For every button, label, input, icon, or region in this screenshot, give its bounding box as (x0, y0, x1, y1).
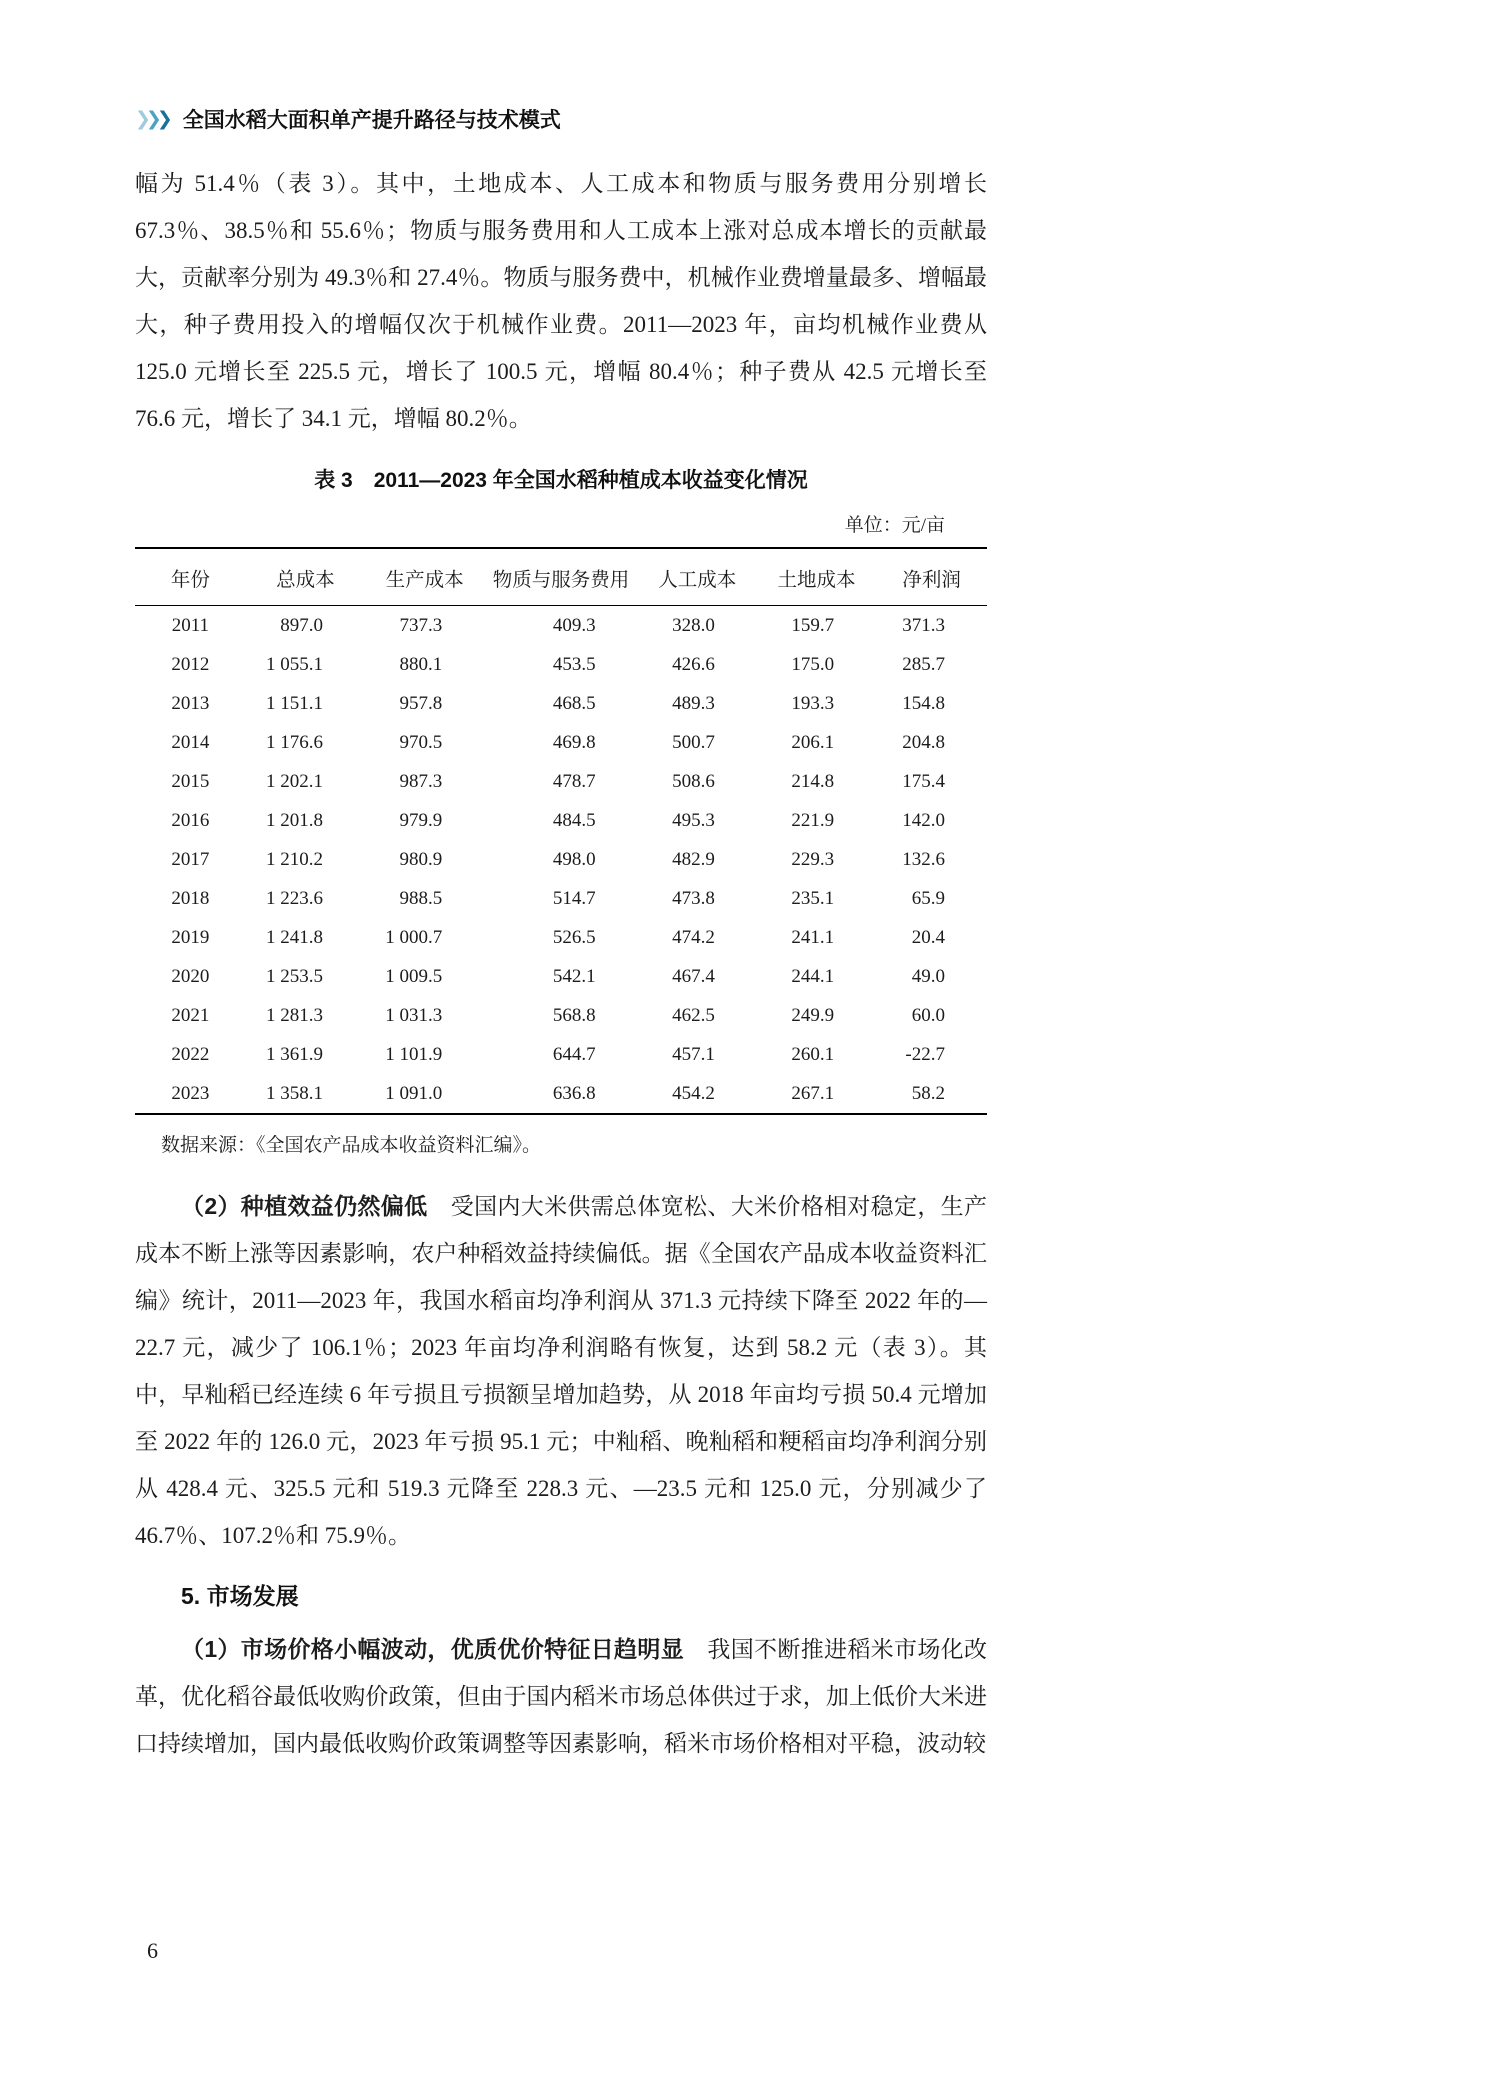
paragraph-cost-growth: 幅为 51.4％（表 3）。其中，土地成本、人工成本和物质与服务费用分别增长 67.3％、38.5％和 55.6％；物质与服务费用和人工成本上涨对总成本增长的贡献最大，贡献率分别为 49.3％和 27.4％。物质与服务费中，机械作业费增量最多、增幅最大，种子费用投入的增幅仅次于机械作业费。2011—2023 年，亩均机械作业费从 125.0 元增长至 225.5 元，增长了 100.5 元，增幅 80.4％；种子费从 42.5 元增长至 76.6 元，增长了 34.1 元，增幅 80.2％。 (135, 171, 988, 431)
table-cell: 644.7 (552, 1043, 596, 1065)
column-header: 土地成本 (757, 548, 876, 606)
table-cell: 285.7 (902, 653, 945, 675)
chevron-icon: ❯ (135, 108, 146, 130)
table-cell: 159.7 (791, 614, 835, 636)
table-cell: 214.8 (791, 770, 835, 792)
table-cell: 1 101.9 (385, 1043, 443, 1065)
table-cell: 58.2 (911, 1082, 945, 1104)
table-row (135, 918, 987, 957)
table-cell: 2013 (171, 692, 210, 714)
table-cell: 193.3 (791, 692, 835, 714)
table-cell: 2012 (171, 653, 210, 675)
table-cell: 426.6 (672, 653, 715, 675)
table-cell: 970.5 (399, 731, 443, 753)
table-cell: 980.9 (399, 848, 443, 870)
table-cell: 469.8 (552, 731, 596, 753)
table-cell: 1 201.8 (266, 809, 324, 831)
table-cell: 500.7 (672, 731, 715, 753)
table-cell: 1 361.9 (266, 1043, 324, 1065)
triple-chevron-icon (135, 110, 173, 129)
table-cell: 2016 (171, 809, 210, 831)
page-number: 6 (147, 1938, 158, 1963)
table-cell: 65.9 (911, 887, 945, 909)
table-row (135, 645, 987, 684)
column-header: 总成本 (246, 548, 365, 606)
running-head-title: 全国水稻大面积单产提升路径与技术模式 (182, 109, 561, 132)
table-cell: 1 281.3 (266, 1004, 324, 1026)
table-cell: 244.1 (791, 965, 835, 987)
table-cell: 987.3 (399, 770, 443, 792)
run-in-heading-market-price: （1）市场价格小幅波动，优质优价特征日趋明显 (181, 1636, 685, 1662)
table-cell: 508.6 (672, 770, 715, 792)
paragraph-planting-benefit-text: 受国内大米供需总体宽松、大米价格相对稳定，生产成本不断上涨等因素影响，农户种稻效益持续偏低。据《全国农产品成本收益资料汇编》统计，2011—2023 年，我国水稻亩均净利润从 371.3 元持续下降至 2022 年的—22.7 元，减少了 106.1％；2023 年亩均净利润略有恢复，达到 58.2 元（表 3）。其中，早籼稻已经连续 6 年亏损且亏损额呈增加趋势，从 2018 年亩均亏损 50.4 元增加至 2022 年的 126.0 元，2023 年亏损 95.1 元；中籼稻、晚籼稻和粳稻亩均净利润分别从 428.4 元、325.5 元和 519.3 元降至 228.3 元、—23.5 元和 125.0 元，分别减少了 46.7％、107.2％和 75.9％。 (135, 1194, 988, 1548)
table-cell: 371.3 (902, 614, 945, 636)
table-cell: 2020 (171, 965, 210, 987)
table-cell: 2015 (171, 770, 210, 792)
table-cell: 495.3 (672, 809, 715, 831)
table-cell: 988.5 (399, 887, 443, 909)
table-cell: 462.5 (672, 1004, 715, 1026)
table-cell: 2011 (171, 614, 210, 636)
table-cell: 132.6 (902, 848, 945, 870)
table-row (135, 1035, 987, 1074)
table-cell: 49.0 (911, 965, 945, 987)
table-cell: 979.9 (399, 809, 443, 831)
text-block (135, 0, 987, 1767)
table-cell: 489.3 (672, 692, 715, 714)
table-cell: 473.8 (672, 887, 715, 909)
table-row (135, 723, 987, 762)
column-header: 净利润 (876, 548, 987, 606)
table-cell: 1 210.2 (266, 848, 324, 870)
table-cell: 526.5 (552, 926, 596, 948)
cost-benefit-table (135, 547, 987, 1115)
table-cell: 2023 (171, 1082, 210, 1104)
table-row (135, 606, 987, 646)
table-cell: 175.0 (791, 653, 835, 675)
table-cell: 454.2 (672, 1082, 715, 1104)
table-cell: 267.1 (791, 1082, 835, 1104)
table-cell: 484.5 (552, 809, 596, 831)
table-cell: 2021 (171, 1004, 210, 1026)
table-header-row (135, 548, 987, 606)
column-header: 物质与服务费用 (484, 548, 637, 606)
table-cell: 60.0 (911, 1004, 945, 1026)
table-cell: 1 202.1 (266, 770, 324, 792)
table-cell: 482.9 (672, 848, 715, 870)
table-cell: 636.8 (552, 1082, 596, 1104)
table-cell: 498.0 (552, 848, 596, 870)
paragraph-market-price-text: 我国不断推进稻米市场化改革，优化稻谷最低收购价政策，但由于国内稻米市场总体供过于求，加上低价大米进口持续增加，国内最低收购价政策调整等因素影响，稻米市场价格相对平稳，波动较 (135, 1637, 988, 1756)
table-cell: 897.0 (280, 614, 324, 636)
table-row (135, 840, 987, 879)
run-in-heading-planting-benefit: （2）种植效益仍然偏低 (181, 1193, 428, 1219)
table-cell: 235.1 (791, 887, 835, 909)
table-cell: 249.9 (791, 1004, 835, 1026)
table-row (135, 957, 987, 996)
table-row (135, 879, 987, 918)
table-cell: 514.7 (552, 887, 596, 909)
table-cell: 568.8 (552, 1004, 596, 1026)
table-cell: 1 176.6 (266, 731, 324, 753)
table-cell: 457.1 (672, 1043, 715, 1065)
table-cell: 468.5 (552, 692, 596, 714)
table-cell: 467.4 (672, 965, 715, 987)
table-cell: 1 055.1 (266, 653, 324, 675)
table-cell: 142.0 (902, 809, 945, 831)
paragraph-market-price (135, 1626, 987, 1767)
table-row (135, 996, 987, 1035)
column-header: 年份 (135, 548, 246, 606)
table-cell: 328.0 (672, 614, 715, 636)
table-cell: 260.1 (791, 1043, 835, 1065)
table-cell: 1 031.3 (385, 1004, 443, 1026)
chevron-icon: ❯ (156, 108, 168, 130)
table-cell: 2018 (171, 887, 210, 909)
table-caption: 表 3 2011—2023 年全国水稻种植成本收益变化情况 (314, 469, 808, 492)
table-cell: 474.2 (672, 926, 715, 948)
table-cell: 241.1 (791, 926, 835, 948)
table-row (135, 762, 987, 801)
table-cell: 737.3 (399, 614, 443, 636)
chevron-icon: ❯ (145, 108, 157, 130)
table-source-note: 数据来源：《全国农产品成本收益资料汇编》。 (161, 1135, 542, 1156)
table-row (135, 1074, 987, 1114)
table-cell: 2019 (171, 926, 210, 948)
table-cell: 204.8 (902, 731, 945, 753)
table-cell: 1 253.5 (266, 965, 324, 987)
table-cell: 2022 (171, 1043, 210, 1065)
table-cell: 453.5 (552, 653, 596, 675)
section-heading-market-development: 5. 市场发展 (181, 1583, 299, 1609)
table-row (135, 684, 987, 723)
table-cell: 880.1 (399, 653, 443, 675)
table-cell: -22.7 (905, 1043, 945, 1065)
table-cell: 2014 (171, 731, 210, 753)
table-cell: 154.8 (902, 692, 945, 714)
paragraph-planting-benefit (135, 1183, 987, 1559)
table-cell: 1 358.1 (266, 1082, 324, 1104)
table-body (135, 606, 987, 1115)
column-header: 人工成本 (638, 548, 757, 606)
table-cell: 206.1 (791, 731, 835, 753)
column-header: 生产成本 (365, 548, 484, 606)
table-cell: 2017 (171, 848, 210, 870)
table-cell: 1 091.0 (385, 1082, 443, 1104)
table-cell: 542.1 (552, 965, 596, 987)
table-cell: 1 000.7 (385, 926, 443, 948)
running-head (135, 0, 987, 134)
table-cell: 221.9 (791, 809, 835, 831)
table-cell: 478.7 (552, 770, 596, 792)
table-unit-label: 单位：元/亩 (844, 515, 945, 536)
table-cell: 1 223.6 (266, 887, 324, 909)
table-cell: 20.4 (911, 926, 945, 948)
table-cell: 175.4 (902, 770, 945, 792)
table-cell: 1 009.5 (385, 965, 443, 987)
table-cell: 409.3 (552, 614, 596, 636)
table-cell: 229.3 (791, 848, 835, 870)
table-cell: 1 241.8 (266, 926, 324, 948)
table-cell: 1 151.1 (266, 692, 324, 714)
table-cell: 957.8 (399, 692, 443, 714)
table-row (135, 801, 987, 840)
